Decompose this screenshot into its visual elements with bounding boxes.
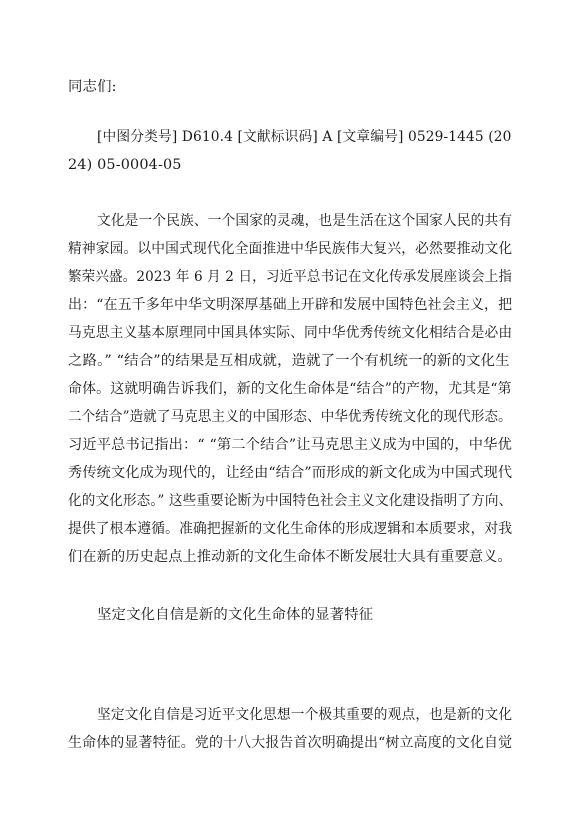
paragraph-line: 提供了根本遵循。准确把握新的文化生命体的形成逻辑和本质要求，对我 — [68, 521, 513, 537]
paragraph-line: 们在新的历史起点上推动新的文化生命体不断发展壮大具有重要意义。 — [68, 549, 512, 565]
paragraph-line: 文化是一个民族、一个国家的灵魂，也是生活在这个国家人民的共有 — [97, 213, 513, 229]
section-heading: 坚定文化自信是新的文化生命体的显著特征 — [97, 607, 374, 623]
paragraph-line: 坚定文化自信是习近平文化思想一个极其重要的观点，也是新的文化 — [97, 707, 513, 723]
article-metadata-line: [中图分类号] D610.4 [文献标识码] A [文章编号] 0529-1445 (20 — [97, 129, 512, 145]
paragraph-line: 秀传统文化成为现代的，让经由“结合”而形成的新文化成为中国式现代 — [68, 465, 513, 481]
article-metadata-line: 24) 05-0004-05 — [68, 157, 182, 173]
paragraph-line: 二个结合”造就了马克思主义的中国形态、中华优秀传统文化的现代形态。 — [68, 409, 512, 425]
paragraph-line: 命体。这就明确告诉我们，新的文化生命体是“结合”的产物，尤其是“第 — [68, 381, 512, 397]
paragraph-line: 精神家园。以中国式现代化全面推进中华民族伟大复兴，必然要推动文化 — [68, 241, 513, 257]
paragraph-line: 繁荣兴盛。2023 年 6 月 2 日，习近平总书记在文化传承发展座谈会上指 — [68, 269, 513, 285]
paragraph-line: 生命体的显著特征。党的十八大报告首次明确提出“树立高度的文化自觉 — [68, 735, 513, 751]
paragraph-line: 化的文化形态。” 这些重要论断为中国特色社会主义文化建设指明了方向、 — [68, 493, 513, 509]
paragraph-line: 之路。” “结合”的结果是互相成就，造就了一个有机统一的新的文化生 — [68, 353, 510, 369]
paragraph-line: 马克思主义基本原理同中国具体实际、同中华优秀传统文化相结合是必由 — [68, 325, 513, 341]
paragraph-line: 出：“在五千多年中华文明深厚基础上开辟和发展中国特色社会主义，把 — [68, 297, 513, 313]
paragraph-line: 习近平总书记指出：“ “第二个结合”让马克思主义成为中国的，中华优 — [68, 437, 512, 453]
salutation: 同志们: — [68, 79, 117, 95]
